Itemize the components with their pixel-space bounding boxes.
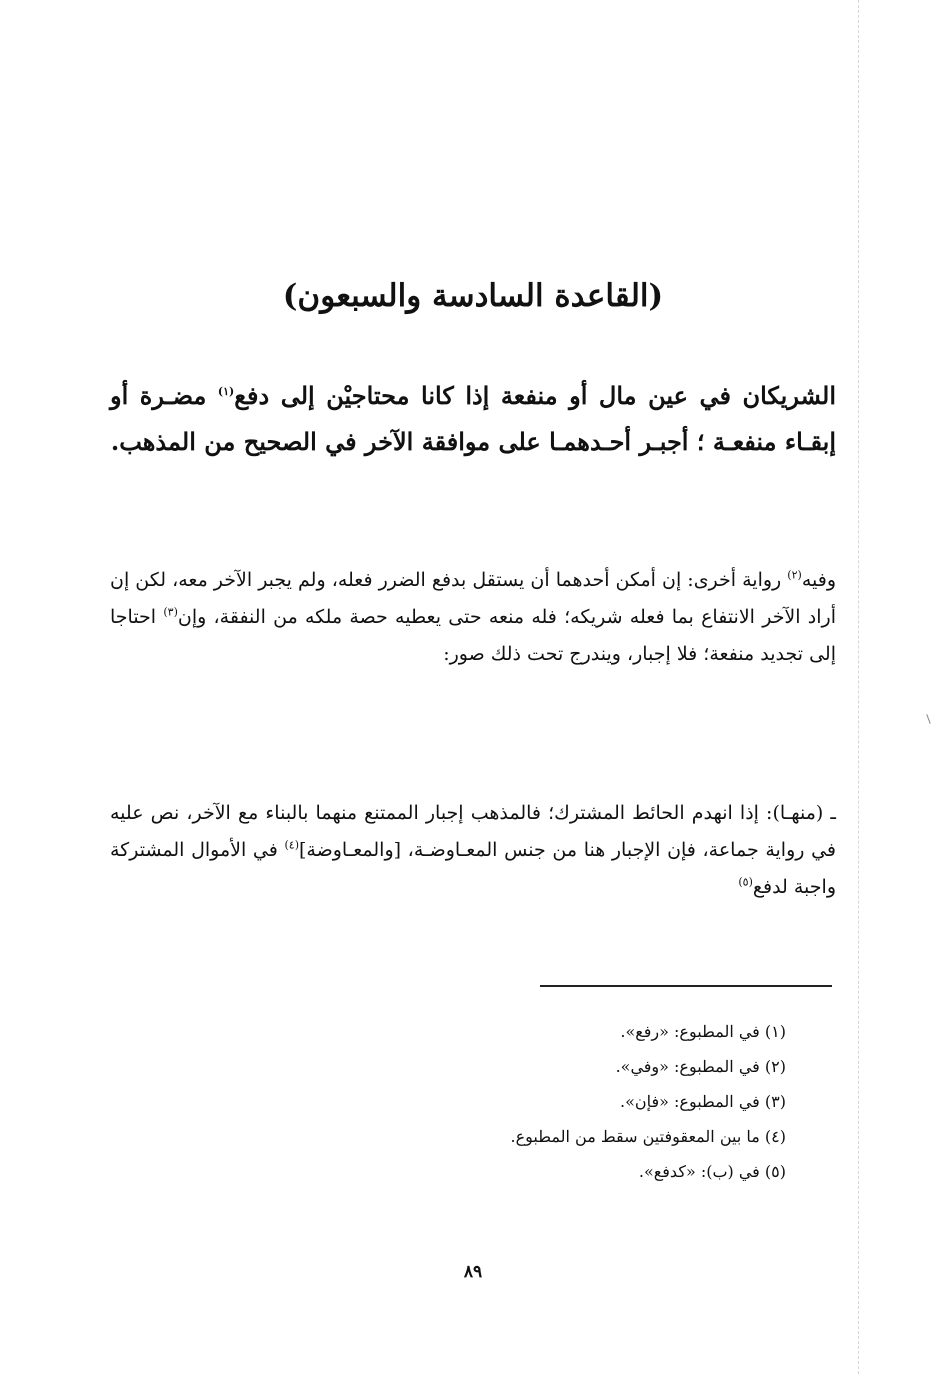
rule-statement (110, 373, 836, 465)
footnote-5: (٥) في (ب): «كدفع». (638, 1162, 786, 1181)
chapter-title: (القاعدة السادسة والسبعون) (282, 278, 664, 314)
paragraph-other-narration (110, 562, 836, 673)
para2-part-1: ـ (منهـا): إذا انهدم الحائط المشترك؛ فالمذهب إجبار الممتنع منهما بالبناء مع الآخر، نص عليه في رواية جماعة، فإن الإجبار هنا من جنس المعـاوضـة، [والمعـاوضة] (110, 802, 836, 861)
page-number: ٨٩ (463, 1262, 483, 1282)
footnote-1: (١) في المطبوع: «رفع». (620, 1022, 786, 1041)
rule-text-part-1: الشريكان في عين مال أو منفعة إذا كانا محتاجيْن إلى دفع (234, 381, 836, 410)
footnote-3: (٣) في المطبوع: «فإن». (620, 1092, 786, 1111)
para1-part-3: احتاجا إلى تجديد منفعة؛ فلا إجبار، ويندرج تحت ذلك صور: (110, 606, 836, 665)
footnote-mark-2: (٢) (787, 568, 802, 582)
para1-part-2: رواية أخرى: إن أمكن أحدهما أن يستقل بدفع الضرر فعله، ولم يجبر الآخر معه، لكن إن أراد الآخر الانتفاع بما فعله شريكه؛ فله منعه حتى يعطيه حصة ملكه من النفقة، وإن (110, 569, 836, 628)
rule-text-part-2: مضـرة أو إبقـاء منفعـة ؛ أجبـر أحـدهمـا على موافقة الآخر في الصحيح من المذهب. (110, 381, 836, 456)
footnote-mark-4: (٤) (284, 838, 299, 852)
page-edge-line (858, 0, 859, 1374)
para1-part-1: وفيه (801, 569, 836, 591)
para2-part-2: في الأموال المشتركة واجبة لدفع (110, 839, 836, 898)
footnote-mark-1: (١) (217, 385, 235, 398)
paragraph-first-case (110, 795, 836, 906)
footnote-2: (٢) في المطبوع: «وفي». (615, 1057, 786, 1076)
footnote-4: (٤) ما بين المعقوفتين سقط من المطبوع. (510, 1127, 786, 1146)
footnote-mark-5: (٥) (738, 875, 753, 889)
footnote-mark-3: (٣) (163, 605, 178, 619)
footnote-separator (540, 985, 832, 987)
footnotes (110, 1014, 786, 1189)
scan-mark (926, 714, 930, 724)
